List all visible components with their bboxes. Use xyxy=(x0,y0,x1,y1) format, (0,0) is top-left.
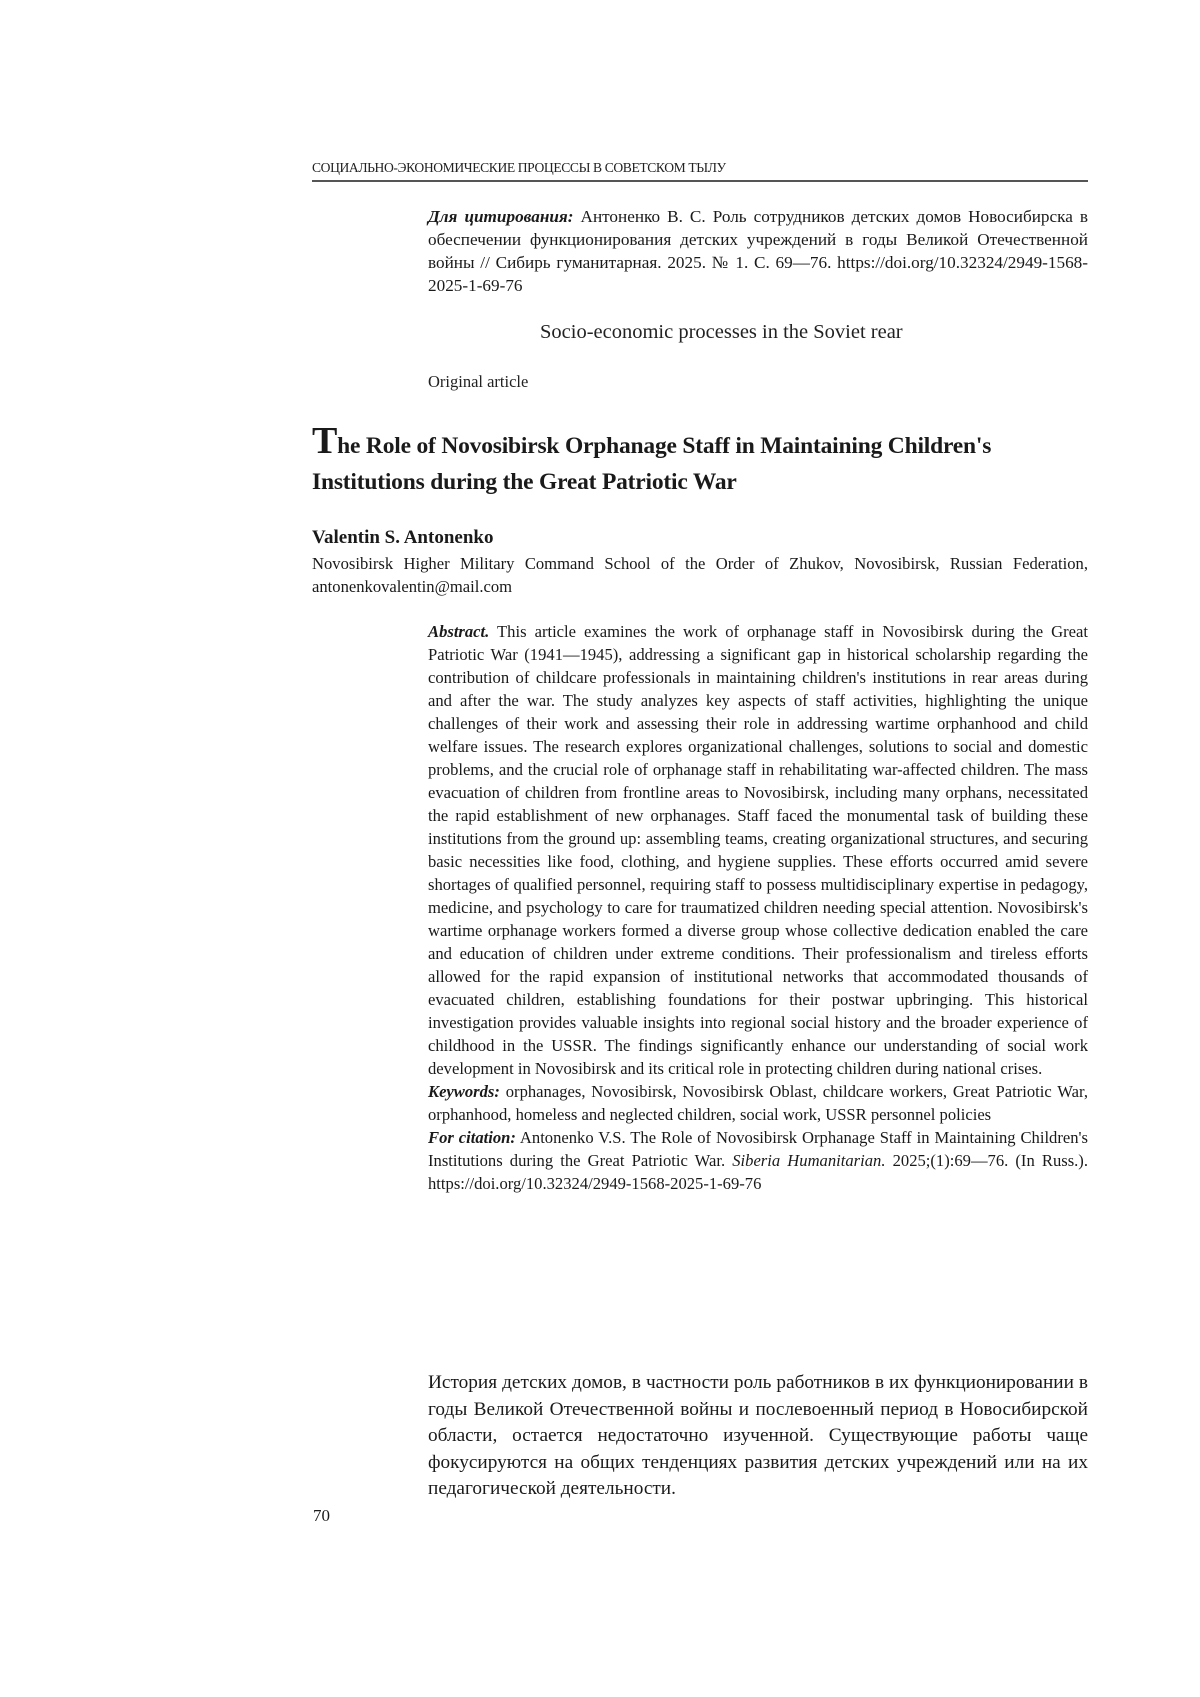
keywords xyxy=(428,1080,1088,1126)
keywords-text: orphanages, Novosibirsk, Novosibirsk Oblast, childcare workers, Great Patriotic War, orphanhood, homeless and neglected children, social work, USSR personnel policies xyxy=(428,1082,1088,1124)
english-citation-label: For citation: xyxy=(428,1128,516,1147)
abstract-label: Abstract. xyxy=(428,622,490,641)
section-rubric: Socio-economic processes in the Soviet rear xyxy=(540,321,903,343)
author-affiliation: Novosibirsk Higher Military Command School of the Order of Zhukov, Novosibirsk, Russian Federation, antonenkovalentin@mail.com xyxy=(312,554,1088,596)
russian-citation-text: Антоненко В. С. Роль сотрудников детских домов Новосибирска в обеспечении функционирования детских учреждений в годы Великой Отечественной войны // Сибирь гуманитарная. 2025. № 1. С. 69—76. https://doi.org/10.32324/2949-1568-2025-1-69-76 xyxy=(428,207,1088,295)
abstract xyxy=(428,620,1088,1080)
page-number: 70 xyxy=(313,1506,330,1525)
russian-citation xyxy=(428,205,1088,297)
abstract-block xyxy=(428,620,1088,1195)
title-text: he Role of Novosibirsk Orphanage Staff in Maintaining Children's Institutions during the Great Patriotic War xyxy=(312,433,992,495)
keywords-label: Keywords: xyxy=(428,1082,500,1101)
english-citation-doi: 2025;(1):69—76. (In Russ.). https://doi.org/10.32324/2949-1568-2025-1-69-76 xyxy=(428,1151,1088,1193)
header-rule xyxy=(312,180,1088,182)
title-dropcap: T xyxy=(312,420,338,462)
russian-citation-label: Для цитирования: xyxy=(428,207,574,226)
running-header: СОЦИАЛЬНО-ЭКОНОМИЧЕСКИЕ ПРОЦЕССЫ В СОВЕТСКОМ ТЫЛУ xyxy=(312,160,726,175)
journal-name: Siberia Humanitarian. xyxy=(732,1151,886,1170)
english-citation-text: Antonenko V.S. The Role of Novosibirsk Orphanage Staff in Maintaining Children's Institutions during the Great Patriotic War. xyxy=(428,1128,1088,1170)
english-citation xyxy=(428,1126,1088,1195)
abstract-text: This article examines the work of orphanage staff in Novosibirsk during the Great Patriotic War (1941—1945), addressing a significant gap in historical scholarship regarding the contribution of childcare professionals in maintaining children's institutions in rear areas during and after the war. The study analyzes key aspects of staff activities, highlighting the unique challenges of their work and assessing their role in addressing wartime orphanhood and child welfare issues. The research explores organizational challenges, solutions to social and domestic problems, and the crucial role of orphanage staff in rehabilitating war-affected children. The mass evacuation of children from frontline areas to Novosibirsk, including many orphans, necessitated the rapid establishment of new orphanages. Staff faced the monumental task of building these institutions from the ground up: assembling teams, creating organizational structures, and securing basic necessities like food, clothing, and hygiene supplies. These efforts occurred amid severe shortages of qualified personnel, requiring staff to possess multidisciplinary expertise in pedagogy, medicine, and psychology to care for traumatized children needing special attention. Novosibirsk's wartime orphanage workers formed a diverse group whose collective dedication enabled the care and education of children under extreme conditions. Their professionalism and tireless efforts allowed for the rapid expansion of institutional networks that accommodated thousands of evacuated children, establishing foundations for their postwar upbringing. This historical investigation provides valuable insights into regional social history and the broader experience of childhood in the USSR. The findings significantly enhance our understanding of social work development in Novosibirsk and its critical role in protecting children during national crises. xyxy=(428,622,1088,1078)
body-text xyxy=(428,1370,1088,1503)
author-name: Valentin S. Antonenko xyxy=(312,527,494,548)
article-title xyxy=(312,422,1092,500)
article-type: Original article xyxy=(428,372,529,391)
body-paragraph: История детских домов, в частности роль работников в их функционировании в годы Великой Отечественной войны и послевоенный период в Новосибирской области, остается недостаточно изученной. Существующие работы чаще фокусируются на общих тенденциях развития детских учреждений или на их педагогической деятельности. xyxy=(428,1372,1088,1500)
